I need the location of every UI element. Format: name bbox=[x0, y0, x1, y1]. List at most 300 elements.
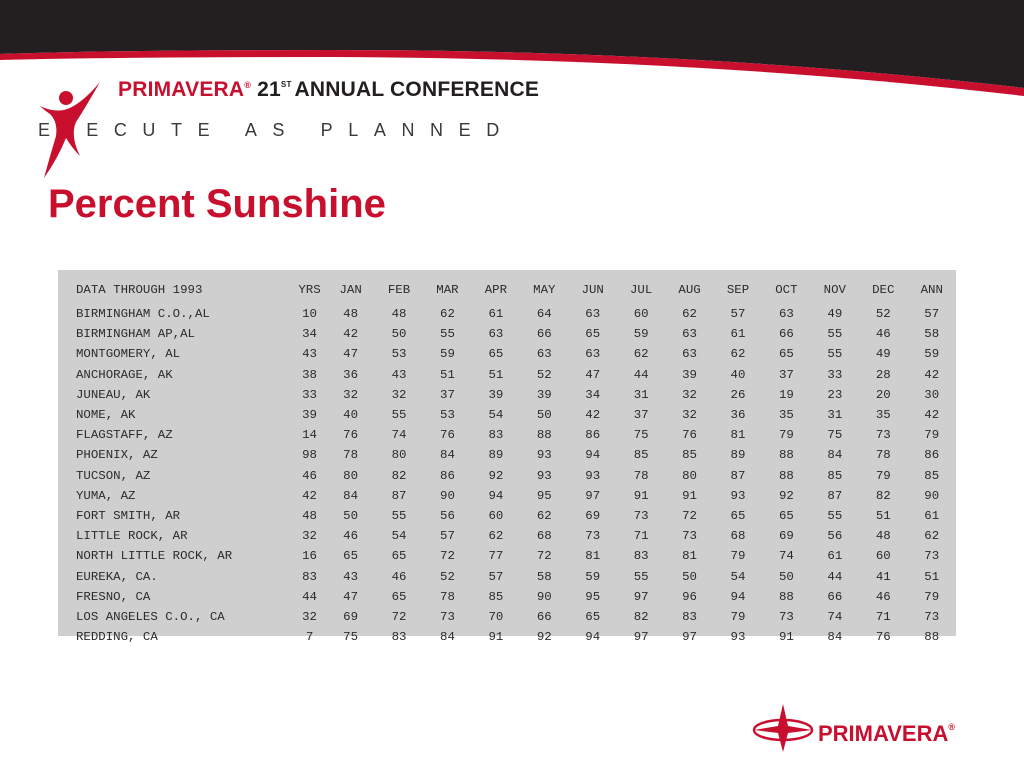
conference-ordinal-number: 21 bbox=[257, 78, 281, 101]
table-cell: 46 bbox=[302, 468, 317, 483]
table-cell: 60 bbox=[488, 508, 504, 523]
table-cell: 49 bbox=[875, 347, 891, 362]
table-cell: 72 bbox=[682, 508, 697, 523]
station-name: MONTGOMERY, AL bbox=[76, 347, 181, 362]
sunshine-table bbox=[76, 276, 956, 647]
table-cell: 71 bbox=[633, 529, 649, 544]
table-cell: 48 bbox=[302, 508, 317, 523]
table-cell: 74 bbox=[391, 428, 407, 443]
table-cell: 66 bbox=[778, 327, 794, 342]
table-cell: 66 bbox=[536, 609, 552, 624]
column-header: ANN bbox=[920, 283, 943, 297]
table-row bbox=[76, 344, 956, 364]
table-cell: 39 bbox=[682, 367, 697, 382]
table-cell: 56 bbox=[827, 529, 843, 544]
table-cell: 66 bbox=[536, 327, 552, 342]
table-cell: 55 bbox=[633, 569, 649, 584]
table-cell: 42 bbox=[343, 327, 359, 342]
table-cell: 44 bbox=[302, 589, 317, 604]
table-row bbox=[76, 304, 956, 324]
table-cell: 87 bbox=[827, 488, 843, 503]
table-cell: 55 bbox=[440, 327, 455, 342]
table-row bbox=[76, 566, 956, 586]
station-name: BIRMINGHAM AP,AL bbox=[76, 327, 195, 342]
footer-registered-mark: ® bbox=[948, 722, 956, 732]
station-name: TUCSON, AZ bbox=[76, 468, 151, 483]
table-cell: 73 bbox=[585, 529, 601, 544]
table-cell: 62 bbox=[682, 307, 697, 322]
table-cell: 37 bbox=[440, 387, 455, 402]
table-cell: 37 bbox=[778, 367, 794, 382]
table-cell: 91 bbox=[778, 630, 794, 645]
column-header: OCT bbox=[775, 283, 798, 297]
table-cell: 97 bbox=[585, 488, 601, 503]
table-cell: 73 bbox=[633, 508, 649, 523]
station-name: LOS ANGELES C.O., CA bbox=[76, 609, 225, 624]
table-cell: 93 bbox=[730, 488, 746, 503]
table-cell: 49 bbox=[827, 307, 843, 322]
table-cell: 89 bbox=[488, 448, 504, 463]
table-cell: 54 bbox=[391, 529, 407, 544]
table-cell: 85 bbox=[827, 468, 843, 483]
table-cell: 84 bbox=[440, 630, 455, 645]
table-cell: 36 bbox=[730, 408, 746, 423]
table-cell: 65 bbox=[343, 549, 359, 564]
station-name: EUREKA, CA. bbox=[76, 569, 158, 584]
table-cell: 62 bbox=[440, 307, 455, 322]
table-cell: 85 bbox=[488, 589, 504, 604]
table-cell: 82 bbox=[633, 609, 649, 624]
station-name: NORTH LITTLE ROCK, AR bbox=[76, 549, 233, 564]
table-cell: 79 bbox=[924, 589, 940, 604]
table-cell: 93 bbox=[536, 468, 552, 483]
table-cell: 81 bbox=[585, 549, 601, 564]
table-cell: 48 bbox=[391, 307, 407, 322]
station-name: FORT SMITH, AR bbox=[76, 508, 181, 523]
table-row bbox=[76, 587, 956, 607]
table-cell: 88 bbox=[778, 468, 794, 483]
primavera-logo-icon bbox=[752, 702, 814, 754]
table-cell: 78 bbox=[440, 589, 455, 604]
table-cell: 90 bbox=[924, 488, 940, 503]
footer-brand-name: PRIMAVERA bbox=[818, 721, 949, 746]
table-cell: 55 bbox=[391, 408, 407, 423]
table-cell: 73 bbox=[682, 529, 697, 544]
table-cell: 63 bbox=[682, 327, 697, 342]
table-row bbox=[76, 425, 956, 445]
table-row bbox=[76, 486, 956, 506]
conference-name: ANNUAL CONFERENCE bbox=[294, 78, 540, 101]
table-cell: 52 bbox=[875, 307, 891, 322]
column-header: FEB bbox=[387, 283, 411, 297]
table-cell: 40 bbox=[730, 367, 746, 382]
table-cell: 46 bbox=[343, 529, 359, 544]
column-header: YRS bbox=[298, 283, 321, 297]
table-cell: 16 bbox=[302, 549, 317, 564]
table-cell: 86 bbox=[924, 448, 940, 463]
table-cell: 91 bbox=[633, 488, 649, 503]
table-cell: 76 bbox=[343, 428, 359, 443]
station-name: REDDING, CA bbox=[76, 630, 158, 645]
table-cell: 42 bbox=[924, 408, 940, 423]
table-cell: 55 bbox=[827, 508, 843, 523]
conference-title bbox=[118, 78, 539, 102]
table-row bbox=[76, 365, 956, 385]
table-cell: 82 bbox=[875, 488, 891, 503]
table-cell: 62 bbox=[730, 347, 746, 362]
table-cell: 28 bbox=[875, 367, 891, 382]
table-cell: 78 bbox=[343, 448, 359, 463]
table-cell: 95 bbox=[536, 488, 552, 503]
table-header-row bbox=[76, 276, 956, 304]
table-cell: 51 bbox=[875, 508, 891, 523]
table-row bbox=[76, 506, 956, 526]
table-cell: 56 bbox=[440, 508, 455, 523]
station-name: NOME, AK bbox=[76, 408, 136, 423]
table-cell: 61 bbox=[730, 327, 746, 342]
table-cell: 63 bbox=[585, 307, 601, 322]
table-cell: 83 bbox=[633, 549, 649, 564]
table-cell: 98 bbox=[302, 448, 317, 463]
table-cell: 31 bbox=[633, 387, 649, 402]
table-cell: 50 bbox=[391, 327, 407, 342]
table-cell: 78 bbox=[633, 468, 649, 483]
table-cell: 81 bbox=[730, 428, 746, 443]
table-cell: 64 bbox=[536, 307, 552, 322]
table-cell: 26 bbox=[730, 387, 746, 402]
column-header: DATA THROUGH 1993 bbox=[76, 283, 203, 297]
station-name: FRESNO, CA bbox=[76, 589, 151, 604]
column-header: JAN bbox=[339, 283, 362, 297]
table-cell: 70 bbox=[488, 609, 504, 624]
table-cell: 47 bbox=[343, 347, 359, 362]
table-cell: 46 bbox=[875, 589, 891, 604]
table-cell: 73 bbox=[778, 609, 794, 624]
table-cell: 75 bbox=[827, 428, 843, 443]
table-cell: 47 bbox=[585, 367, 601, 382]
table-cell: 84 bbox=[827, 448, 843, 463]
table-cell: 65 bbox=[391, 589, 407, 604]
table-cell: 76 bbox=[440, 428, 455, 443]
table-cell: 84 bbox=[827, 630, 843, 645]
table-cell: 61 bbox=[827, 549, 843, 564]
table-cell: 79 bbox=[924, 428, 940, 443]
table-cell: 51 bbox=[924, 569, 940, 584]
tagline: E ECUTE AS PLANNED bbox=[38, 120, 515, 140]
table-cell: 43 bbox=[391, 367, 407, 382]
table-cell: 19 bbox=[778, 387, 794, 402]
table-cell: 59 bbox=[585, 569, 601, 584]
table-cell: 66 bbox=[827, 589, 843, 604]
table-cell: 85 bbox=[682, 448, 697, 463]
table-cell: 53 bbox=[440, 408, 455, 423]
table-cell: 33 bbox=[302, 387, 317, 402]
table-body bbox=[76, 304, 956, 647]
table-cell: 73 bbox=[924, 549, 940, 564]
table-cell: 32 bbox=[682, 387, 697, 402]
table-cell: 73 bbox=[924, 609, 940, 624]
table-cell: 59 bbox=[440, 347, 455, 362]
table-cell: 65 bbox=[730, 508, 746, 523]
table-cell: 62 bbox=[488, 529, 504, 544]
table-cell: 48 bbox=[875, 529, 891, 544]
table-cell: 7 bbox=[305, 630, 314, 645]
table-cell: 34 bbox=[302, 327, 317, 342]
table-cell: 96 bbox=[682, 589, 697, 604]
table-cell: 94 bbox=[488, 488, 504, 503]
table-cell: 32 bbox=[682, 408, 697, 423]
table-cell: 50 bbox=[343, 508, 359, 523]
table-cell: 39 bbox=[536, 387, 552, 402]
table-cell: 47 bbox=[343, 589, 359, 604]
table-cell: 46 bbox=[875, 327, 891, 342]
table-cell: 55 bbox=[827, 327, 843, 342]
table-cell: 53 bbox=[391, 347, 407, 362]
table-cell: 35 bbox=[778, 408, 794, 423]
column-header: MAY bbox=[533, 283, 556, 297]
table-cell: 30 bbox=[924, 387, 940, 402]
table-cell: 74 bbox=[778, 549, 794, 564]
table-cell: 32 bbox=[302, 609, 317, 624]
table-cell: 35 bbox=[875, 408, 891, 423]
table-cell: 83 bbox=[302, 569, 317, 584]
table-cell: 81 bbox=[682, 549, 697, 564]
table-cell: 72 bbox=[440, 549, 455, 564]
table-cell: 34 bbox=[585, 387, 601, 402]
table-cell: 89 bbox=[730, 448, 746, 463]
station-name: FLAGSTAFF, AZ bbox=[76, 428, 173, 443]
table-row bbox=[76, 324, 956, 344]
registered-mark: ® bbox=[244, 80, 252, 90]
table-cell: 92 bbox=[536, 630, 552, 645]
table-cell: 51 bbox=[440, 367, 455, 382]
table-cell: 58 bbox=[536, 569, 552, 584]
table-cell: 73 bbox=[875, 428, 891, 443]
table-cell: 85 bbox=[924, 468, 940, 483]
table-cell: 79 bbox=[730, 549, 746, 564]
footer-brand bbox=[818, 721, 955, 747]
table-cell: 43 bbox=[302, 347, 317, 362]
column-header: APR bbox=[484, 283, 508, 297]
table-cell: 57 bbox=[924, 307, 940, 322]
table-cell: 68 bbox=[730, 529, 746, 544]
column-header: SEP bbox=[726, 283, 750, 297]
table-cell: 65 bbox=[778, 347, 794, 362]
table-cell: 88 bbox=[778, 589, 794, 604]
table-cell: 50 bbox=[778, 569, 794, 584]
table-cell: 42 bbox=[302, 488, 317, 503]
table-cell: 97 bbox=[633, 630, 649, 645]
table-cell: 54 bbox=[730, 569, 746, 584]
table-cell: 48 bbox=[343, 307, 359, 322]
table-cell: 80 bbox=[682, 468, 697, 483]
column-header: AUG bbox=[678, 283, 701, 297]
table-cell: 76 bbox=[682, 428, 697, 443]
table-cell: 32 bbox=[343, 387, 359, 402]
table-cell: 61 bbox=[924, 508, 940, 523]
table-cell: 39 bbox=[302, 408, 317, 423]
table-cell: 50 bbox=[682, 569, 697, 584]
table-cell: 57 bbox=[730, 307, 746, 322]
table-cell: 84 bbox=[440, 448, 455, 463]
table-cell: 63 bbox=[585, 347, 601, 362]
table-cell: 93 bbox=[585, 468, 601, 483]
slide-title: Percent Sunshine bbox=[48, 182, 386, 226]
table-cell: 31 bbox=[827, 408, 843, 423]
table-row bbox=[76, 546, 956, 566]
table-cell: 40 bbox=[343, 408, 359, 423]
table-cell: 90 bbox=[536, 589, 552, 604]
table-cell: 72 bbox=[536, 549, 552, 564]
table-cell: 92 bbox=[488, 468, 504, 483]
table-cell: 44 bbox=[633, 367, 649, 382]
table-cell: 74 bbox=[827, 609, 843, 624]
table-cell: 62 bbox=[633, 347, 649, 362]
table-cell: 65 bbox=[585, 609, 601, 624]
table-cell: 83 bbox=[488, 428, 504, 443]
table-cell: 69 bbox=[585, 508, 601, 523]
table-cell: 14 bbox=[302, 428, 317, 443]
table-cell: 57 bbox=[488, 569, 504, 584]
table-cell: 94 bbox=[730, 589, 746, 604]
brand-name: PRIMAVERA bbox=[118, 78, 245, 101]
table-cell: 59 bbox=[924, 347, 940, 362]
column-header: DEC bbox=[872, 283, 895, 297]
table-row bbox=[76, 405, 956, 425]
sunshine-data-scan bbox=[58, 270, 956, 645]
table-cell: 62 bbox=[924, 529, 940, 544]
table-cell: 97 bbox=[633, 589, 649, 604]
table-cell: 63 bbox=[536, 347, 552, 362]
table-cell: 97 bbox=[682, 630, 697, 645]
column-header: JUL bbox=[629, 283, 653, 297]
table-cell: 42 bbox=[924, 367, 940, 382]
table-row bbox=[76, 627, 956, 647]
table-row bbox=[76, 385, 956, 405]
table-cell: 10 bbox=[302, 307, 317, 322]
table-cell: 82 bbox=[391, 468, 407, 483]
table-cell: 94 bbox=[585, 448, 601, 463]
table-cell: 65 bbox=[391, 549, 407, 564]
table-cell: 86 bbox=[585, 428, 601, 443]
table-cell: 91 bbox=[488, 630, 504, 645]
station-name: JUNEAU, AK bbox=[76, 387, 151, 402]
table-cell: 58 bbox=[924, 327, 940, 342]
table-cell: 80 bbox=[391, 448, 407, 463]
table-cell: 79 bbox=[730, 609, 746, 624]
table-cell: 57 bbox=[440, 529, 455, 544]
table-cell: 55 bbox=[827, 347, 843, 362]
station-name: ANCHORAGE, AK bbox=[76, 367, 173, 382]
table-cell: 33 bbox=[827, 367, 843, 382]
table-cell: 91 bbox=[682, 488, 697, 503]
table-cell: 37 bbox=[633, 408, 649, 423]
table-cell: 36 bbox=[343, 367, 359, 382]
conference-ordinal-suffix: ST bbox=[280, 80, 292, 89]
table-cell: 50 bbox=[536, 408, 552, 423]
column-header: JUN bbox=[581, 283, 604, 297]
table-cell: 44 bbox=[827, 569, 843, 584]
table-cell: 79 bbox=[875, 468, 891, 483]
table-cell: 75 bbox=[343, 630, 359, 645]
table-cell: 83 bbox=[391, 630, 407, 645]
station-name: LITTLE ROCK, AR bbox=[76, 529, 188, 544]
table-cell: 95 bbox=[585, 589, 601, 604]
table-cell: 93 bbox=[536, 448, 552, 463]
table-cell: 63 bbox=[488, 327, 504, 342]
table-cell: 46 bbox=[391, 569, 407, 584]
table-cell: 78 bbox=[875, 448, 891, 463]
table-cell: 69 bbox=[778, 529, 794, 544]
table-cell: 83 bbox=[682, 609, 697, 624]
table-row bbox=[76, 445, 956, 465]
table-cell: 60 bbox=[633, 307, 649, 322]
table-cell: 65 bbox=[585, 327, 601, 342]
table-cell: 39 bbox=[488, 387, 504, 402]
table-cell: 23 bbox=[827, 387, 843, 402]
column-header: MAR bbox=[436, 283, 459, 297]
table-cell: 88 bbox=[536, 428, 552, 443]
table-cell: 54 bbox=[488, 408, 504, 423]
table-cell: 84 bbox=[343, 488, 359, 503]
table-row bbox=[76, 526, 956, 546]
table-cell: 59 bbox=[633, 327, 649, 342]
table-cell: 86 bbox=[440, 468, 455, 483]
table-cell: 42 bbox=[585, 408, 601, 423]
table-cell: 85 bbox=[633, 448, 649, 463]
table-cell: 79 bbox=[778, 428, 794, 443]
table-cell: 71 bbox=[875, 609, 891, 624]
table-cell: 68 bbox=[536, 529, 552, 544]
table-cell: 76 bbox=[875, 630, 891, 645]
table-cell: 92 bbox=[778, 488, 794, 503]
table-cell: 60 bbox=[875, 549, 891, 564]
table-cell: 52 bbox=[536, 367, 552, 382]
table-cell: 72 bbox=[391, 609, 407, 624]
table-cell: 61 bbox=[488, 307, 504, 322]
table-cell: 87 bbox=[730, 468, 746, 483]
table-cell: 32 bbox=[391, 387, 407, 402]
table-cell: 88 bbox=[778, 448, 794, 463]
table-cell: 43 bbox=[343, 569, 359, 584]
table-cell: 52 bbox=[440, 569, 455, 584]
table-cell: 63 bbox=[682, 347, 697, 362]
table-cell: 65 bbox=[778, 508, 794, 523]
table-cell: 93 bbox=[730, 630, 746, 645]
table-row bbox=[76, 466, 956, 486]
table-cell: 87 bbox=[391, 488, 407, 503]
table-cell: 51 bbox=[488, 367, 504, 382]
table-cell: 62 bbox=[536, 508, 552, 523]
column-header: NOV bbox=[823, 283, 846, 297]
table-cell: 38 bbox=[302, 367, 317, 382]
station-name: BIRMINGHAM C.O.,AL bbox=[76, 307, 210, 322]
table-cell: 41 bbox=[875, 569, 891, 584]
table-row bbox=[76, 607, 956, 627]
table-cell: 75 bbox=[633, 428, 649, 443]
table-cell: 55 bbox=[391, 508, 407, 523]
table-cell: 94 bbox=[585, 630, 601, 645]
table-cell: 63 bbox=[778, 307, 794, 322]
table-cell: 77 bbox=[488, 549, 504, 564]
table-cell: 69 bbox=[343, 609, 359, 624]
station-name: YUMA, AZ bbox=[76, 488, 136, 503]
table-cell: 32 bbox=[302, 529, 317, 544]
table-cell: 20 bbox=[875, 387, 891, 402]
table-cell: 88 bbox=[924, 630, 940, 645]
table-cell: 65 bbox=[488, 347, 504, 362]
table-cell: 90 bbox=[440, 488, 455, 503]
